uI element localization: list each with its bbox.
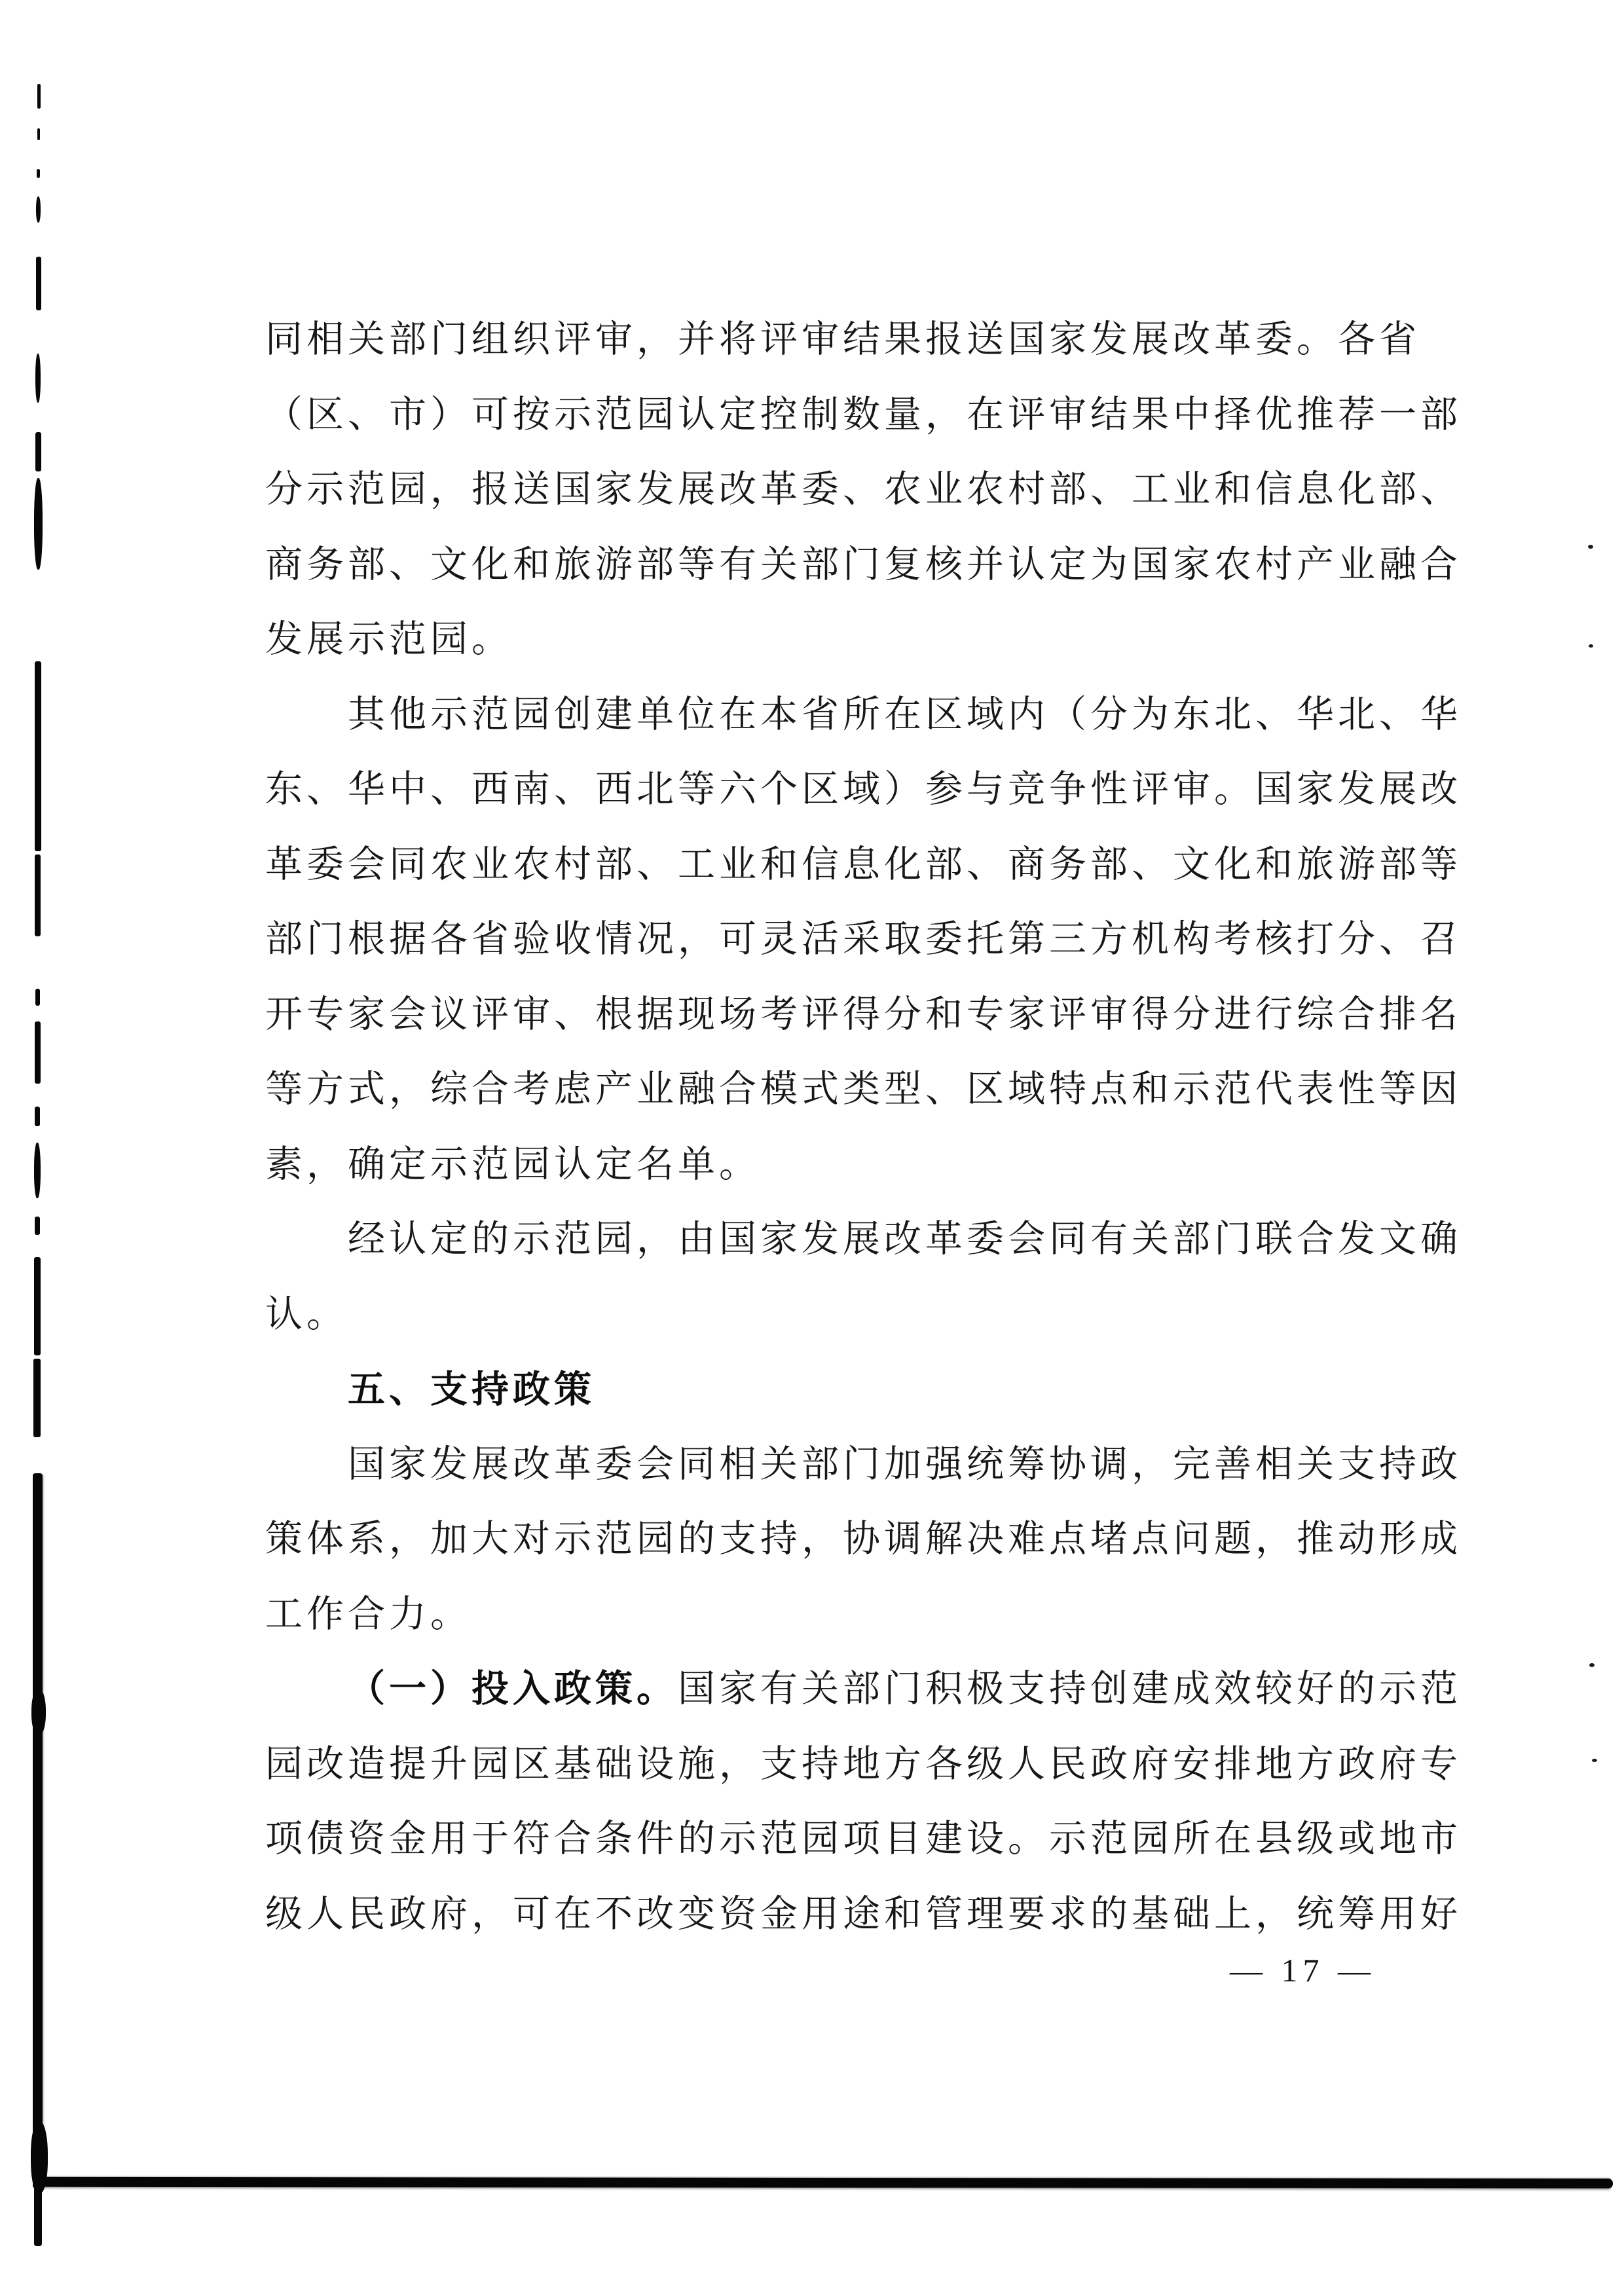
- document-text-block: [265, 303, 1462, 1952]
- line-text: 认。: [265, 1293, 348, 1335]
- scan-artifact: [31, 1689, 46, 1735]
- text-line: [265, 1427, 1462, 1503]
- text-line: [265, 452, 1462, 528]
- scan-artifact: [34, 1257, 41, 1355]
- page-number: — 17 —: [1230, 1952, 1376, 1989]
- line-text: 工作合力。: [265, 1593, 471, 1635]
- section-heading-line: [265, 1352, 1420, 1427]
- line-text: 国家有关部门积极支持创建成效较好的示范: [678, 1668, 1462, 1710]
- line-text: 东、华中、西南、西北等六个区域）参与竞争性评审。国家发展改: [265, 769, 1462, 810]
- scan-artifact: [34, 2180, 42, 2246]
- scan-artifact: [35, 1021, 41, 1084]
- bold-lead-phrase: （一）投入政策。: [348, 1668, 678, 1710]
- line-text: 经认定的示范园，由国家发展改革委会同有关部门联合发文确: [348, 1219, 1462, 1260]
- text-line: [265, 1202, 1462, 1277]
- text-line: [265, 1277, 1420, 1353]
- text-line: [265, 1502, 1462, 1577]
- text-line: [265, 1577, 1420, 1653]
- scan-artifact: [35, 661, 41, 851]
- scan-artifact: [35, 432, 41, 471]
- text-line: [265, 678, 1462, 753]
- scan-artifact: [35, 1217, 40, 1235]
- scan-artifact: [37, 128, 40, 140]
- line-text: 级人民政府，可在不改变资金用途和管理要求的基础上，统筹用好: [265, 1893, 1462, 1935]
- text-line: [265, 828, 1462, 903]
- scan-artifact: [35, 354, 41, 403]
- scan-artifact: [36, 196, 41, 223]
- text-line: [265, 902, 1462, 978]
- scan-artifact: [37, 84, 41, 109]
- scan-artifact: [35, 854, 41, 936]
- text-line: [265, 303, 1420, 378]
- line-text: 等方式，综合考虑产业融合模式类型、区域特点和示范代表性等因: [265, 1069, 1462, 1110]
- text-line: [265, 1802, 1462, 1877]
- line-text: 策体系，加大对示范园的支持，协调解决难点堵点问题，推动形成: [265, 1518, 1462, 1560]
- text-line: [265, 1052, 1462, 1128]
- scan-artifact-left-rule: [33, 1473, 43, 2188]
- scan-artifact: [35, 1107, 40, 1126]
- scan-speck: [1592, 1759, 1597, 1762]
- text-line: [265, 1877, 1462, 1953]
- scan-artifact: [34, 478, 43, 570]
- line-text: 项债资金用于符合条件的示范园项目建设。示范园所在县级或地市: [265, 1818, 1462, 1860]
- line-text: 其他示范园创建单位在本省所在区域内（分为东北、华北、华: [348, 693, 1462, 735]
- scan-speck: [1588, 545, 1593, 549]
- line-text: 分示范园，报送国家发展改革委、农业农村部、工业和信息化部、: [265, 469, 1462, 510]
- text-line: [265, 528, 1462, 603]
- line-text: 素，确定示范园认定名单。: [265, 1143, 760, 1185]
- line-text: 国家发展改革委会同相关部门加强统筹协调，完善相关支持政: [348, 1443, 1462, 1485]
- scan-artifact-bottom-rule: [36, 2177, 1613, 2189]
- line-text: 开专家会议评审、根据现场考评得分和专家评审得分进行综合排名: [265, 993, 1462, 1035]
- line-text: 革委会同农业农村部、工业和信息化部、商务部、文化和旅游部等: [265, 843, 1462, 885]
- text-line: [265, 752, 1462, 828]
- text-line: [265, 978, 1462, 1053]
- line-text: （区、市）可按示范园认定控制数量，在评审结果中择优推荐一部: [265, 394, 1462, 435]
- scan-artifact: [34, 1143, 41, 1198]
- line-text: 商务部、文化和旅游部等有关部门复核并认定为国家农村产业融合: [265, 543, 1462, 585]
- line-text: 同相关部门组织评审，并将评审结果报送国家发展改革委。各省: [265, 319, 1420, 360]
- scan-speck: [1589, 1663, 1595, 1667]
- text-line: [265, 1128, 1420, 1203]
- text-line: [265, 378, 1462, 453]
- text-line: [265, 1727, 1462, 1803]
- scan-artifact: [36, 257, 41, 310]
- scan-speck: [1589, 644, 1593, 648]
- scan-artifact: [33, 1359, 41, 1437]
- scan-artifact: [35, 989, 40, 1006]
- scan-artifact: [37, 169, 40, 178]
- text-line: [265, 602, 1420, 678]
- line-text: 部门根据各省验收情况，可灵活采取委托第三方机构考核打分、召: [265, 919, 1462, 960]
- line-text: 五、支持政策: [348, 1368, 595, 1410]
- line-text: 园改造提升园区基础设施，支持地方各级人民政府安排地方政府专: [265, 1743, 1462, 1785]
- line-text: 发展示范园。: [265, 619, 513, 660]
- text-line: [265, 1652, 1462, 1727]
